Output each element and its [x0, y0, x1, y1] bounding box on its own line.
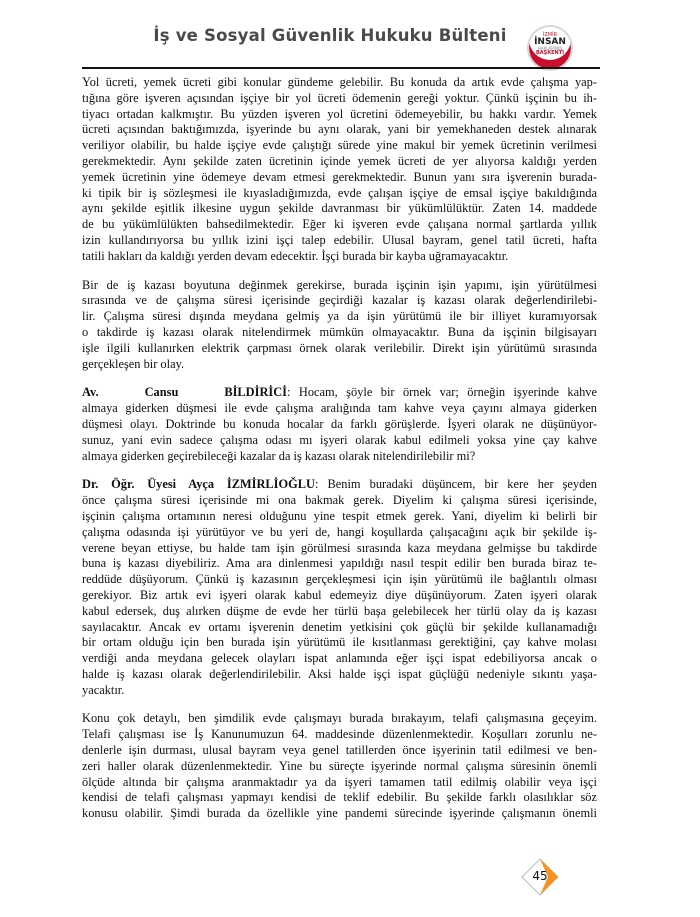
- text-line: önce çalışma süresi içerisinde mi ona bakmak gerek. Diyelim ki çalışma süresi içerisinde,: [82, 493, 597, 508]
- text-line: verdiği anda meydana gelecek olayları ispat anlamında eğer işçi ispat edebiliyorsa ancak o: [82, 651, 597, 666]
- speaker-paragraph: [82, 477, 597, 698]
- paragraph: [82, 75, 597, 265]
- speaker-name: Av. Cansu BİLDİRİCİ: [82, 385, 287, 400]
- page-number: 45: [532, 869, 548, 883]
- text-line: konusu olabilir. Şimdi burada da özellikle yine pandemi sürecinde işyerinde çalışmanın önemli: [82, 806, 597, 821]
- text-line: aynı şekilde eşitlik ilkesine uygun şekilde davranması bir yükümlülüktür. Zaten 14. maddede: [82, 201, 597, 216]
- speaker-line: [82, 385, 597, 401]
- text-line: yemek ücretinin yine ödemeye devam etmesi gerekmektedir. Bunun yanı sıra işverenin burada-: [82, 169, 597, 184]
- text-line: : Hocam, şöyle bir örnek var; örneğin işyerinde kahve: [287, 385, 597, 400]
- text-line: ki tipik bir iş sözleşmesi ile kıyasladığımızda, evde çalışan işçiye de emsal işçiye bakıldığında: [82, 185, 597, 200]
- text-line: izin kullandırıyorsa bu yıllık izini işçi talep edebilir. Ulusal bayram, genel tatil ücreti, hafta: [82, 232, 597, 247]
- text-line: buna iş kazası diyebiliriz. Ama ara dinlenmesi yapıldığı nasıl tespit edilir ben burada biraz te-: [82, 556, 597, 571]
- text-line: almaya giderken düşmesi ile evde çalışma aralığında tam kahve veya çayını almaya giderken: [82, 401, 597, 416]
- speaker-line: [82, 477, 597, 493]
- text-line: gerekiyor. Biz artık evi işyeri olarak kabul edemeyiz diye düşünüyorum. Zaten işyeri olarak: [82, 587, 597, 602]
- text-line: veriliyor olabilir, bu halde işçiye evde çalıştığı sürede yine makul bir yemek ücretinin verilmesi: [82, 138, 597, 153]
- text-line: yacaktır.: [82, 682, 125, 697]
- text-line: gerekmektedir. Aynı şekilde zaten ücretinin içinde yemek ücreti de yer alıyorsa kaldığı yerden: [82, 153, 597, 168]
- paragraph: [82, 711, 597, 822]
- header-divider: [82, 67, 600, 69]
- text-line: tiyacı ortadan kalkmıştır. Bu yüzden işveren yol ücretini ödemeyebilir, bu hakkı vardır. Yemek: [82, 106, 597, 121]
- text-line: o takdirde iş kazası olarak nitelendirmek mümkün olmayacaktır. Buna da işçinin bilgisayarı: [82, 324, 597, 339]
- text-line: sayılacaktır. Ancak ev ortamı işverenin denetim yetkisini çok güçlü bir şekilde kullanamadığı: [82, 619, 597, 634]
- text-line: düşmesi olayı. Doktrinde bu konuda hocalar da farklı görüşlerde. İşyeri olarak ne düşünüyor-: [82, 416, 597, 431]
- bulletin-title: İş ve Sosyal Güvenlik Hukuku Bülteni: [153, 26, 507, 45]
- text-line: kendisi de telafi çalışması yapmayı kendisi de teklif edebilir. Bu şekilde farklı olasılıklar söz: [82, 790, 597, 805]
- izmir-insan-haklari-logo: [527, 25, 573, 71]
- text-line: sunuz, yani evin sadece çalışma odası mı işyeri olarak kabul edilmeli yoksa yine çay kahve: [82, 432, 597, 447]
- text-line: reddüde düşüyorum. Çünkü iş kazasının gerçekleşmesi için işin yürütümü ile bağlantılı olması: [82, 572, 597, 587]
- text-line: tatili hakları da kaldığı yerden devam edecektir. İşçi burada bir kayba uğramayacaktır.: [82, 248, 509, 263]
- text-line: ücreti açısından baktığımızda, işyerinde bu aynı olarak, yani bir yemekhaneden destek alınarak: [82, 122, 597, 137]
- text-line: Bir de iş kazası boyutuna değinmek gerekirse, burada işçinin işin yapımı, işin yürütülmesi: [82, 277, 597, 292]
- document-body: [82, 75, 597, 835]
- logo-text: HAKLARININ: [537, 46, 563, 51]
- text-line: sırasında ve de çalışma süresi içerisinde geçirdiği kazalar iş kazası olarak değerlendirilebi-: [82, 293, 597, 308]
- text-line: kabul edersek, duş alırken düşme de evde her türlü başa gelebilecek her türlü olay da iş kazası: [82, 603, 597, 618]
- text-line: verene beyan ettiyse, bu halde tam işin görülmesi sırasında kaza meydana gelmişse bu takdirde: [82, 540, 597, 555]
- text-line: işle ilgili kullanırken elektrik çarpması örnek olarak verilebilir. Direkt işin yürütümü sırasında: [82, 340, 597, 355]
- text-line: Yol ücreti, yemek ücreti gibi konular gündeme gelebilir. Bu konuda da artık evde çalışma yap-: [82, 75, 597, 89]
- text-line: halde iş kazası olarak değerlendirilebilir. Aksi halde işçi ispat güçlüğü nedeniyle sıkıntı yaşa-: [82, 666, 597, 681]
- text-line: Konu çok detaylı, ben şimdilik evde çalışmayı burada bırakayım, telafi çalışmasına geçeyim.: [82, 711, 597, 726]
- text-line: : Benim buradaki düşüncem, bir kere her şeyden: [315, 477, 597, 492]
- text-line: tığına göre işveren açısından işçiye bir yol ücreti ödemenin gereği yoktur. Çünkü işçinin bu ih-: [82, 90, 597, 105]
- text-line: de bu yükümlülükten bahsedilmektedir. Eğer ki işveren evde çalışana normal şartlarda yıllık: [82, 217, 597, 232]
- text-line: işçinin çalışma ortamının neresi olduğunu yine tespit etmek gerek. Yani, diyelim ki belirli bir: [82, 508, 597, 523]
- text-line: lir. Çalışma süresi dışında meydana gelmiş ya da işin yürütümü ile bir illiyet kuramıyorsak: [82, 309, 597, 324]
- text-line: ölçüde altında bir çalışma aranmaktadır ya da işyeri tamamen tatil edilmiş olabilir veya işçi: [82, 774, 597, 789]
- text-line: çalışma odasında işi yürütüyor ve bu yeri de, hangi koşullarda çalışacağını açık bir şekilde iş-: [82, 524, 597, 539]
- speaker-paragraph: [82, 385, 597, 464]
- text-line: denlerle işin durması, ulusal bayram veya genel tatillerden önce işyerinin tatil edilmesi ve ben-: [82, 743, 597, 758]
- text-line: bir ortam olduğu için ben burada işin yürütümü ile kısıtlanması gerektiğini, çay kahve molası: [82, 635, 597, 650]
- text-line: Telafi çalışması ise İş Kanunumuzun 64. maddesinde düzenlenmektedir. Koşulları zorunlu ne-: [82, 727, 597, 742]
- paragraph: [82, 278, 597, 373]
- text-line: almaya giderken geçirebileceği kazalar da iş kazası olarak nitelendirilebilir mi?: [82, 448, 476, 463]
- logo-text: İNSAN: [534, 37, 566, 47]
- logo-text: İZMİR: [542, 32, 558, 38]
- speaker-name: Dr. Öğr. Üyesi Ayça İZMİRLİOĞLU: [82, 477, 315, 492]
- text-line: zeri haller olarak düzenlenmektedir. Yine bu süreçte işyerinde normal çalışma süresinin önemli: [82, 758, 597, 773]
- logo-text: BAŞKENTİ: [535, 50, 565, 56]
- text-line: gerçekleşen bir olay.: [82, 356, 185, 371]
